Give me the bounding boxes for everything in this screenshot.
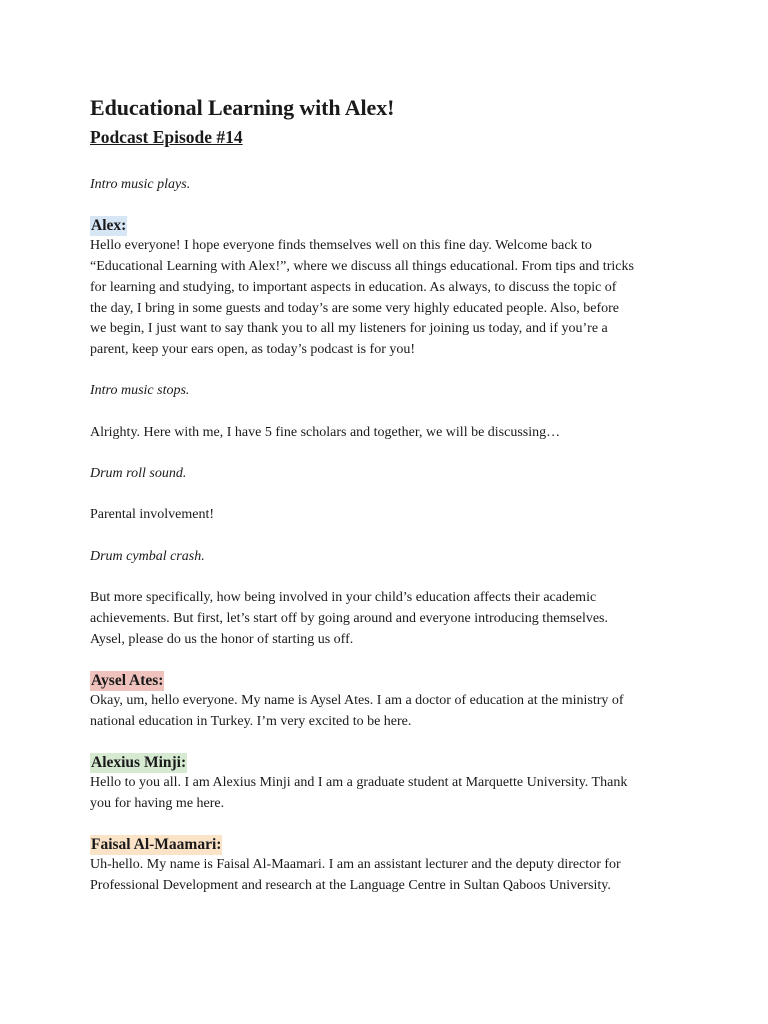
speaker-label: Alexius Minji: [91, 754, 187, 772]
paragraph-line: Professional Development and research at the Language Centre in Sultan Qaboos University. [90, 877, 611, 893]
document-title: Educational Learning with Alex! [90, 95, 395, 120]
stage-cue: Drum cymbal crash. [90, 548, 205, 564]
document-page [90, 94, 690, 897]
paragraph-line: “Educational Learning with Alex!”, where we discuss all things educational. From tips and tricks [90, 259, 634, 275]
document-subtitle: Podcast Episode #14 [90, 127, 243, 147]
paragraph-line: But more specifically, how being involved in your child’s education affects their academic [90, 590, 597, 606]
paragraph-line: for learning and studying, to important aspects in education. As always, to discuss the topic of [90, 279, 617, 295]
speaker-label: Faisal Al-Maamari: [91, 836, 222, 854]
paragraph-line: the day, I bring in some guests and today’s are some very highly educated people. Also, before [90, 300, 620, 316]
stage-cue: Intro music plays. [90, 177, 191, 192]
paragraph-line: Hello everyone! I hope everyone finds themselves well on this fine day. Welcome back to [90, 238, 592, 254]
paragraph-line: Aysel, please do us the honor of starting us off. [90, 631, 354, 647]
stage-cue: Drum roll sound. [90, 466, 187, 482]
paragraph-line: Alrighty. Here with me, I have 5 fine scholars and together, we will be discussing… [90, 424, 561, 440]
paragraph-line: we begin, I just want to say thank you to all my listeners for joining us today, and if you’re a [90, 321, 608, 337]
paragraph-line: you for having me here. [90, 795, 225, 811]
paragraph-line: achievements. But first, let’s start off by going around and everyone introducing themselves. [90, 610, 609, 626]
paragraph-line: national education in Turkey. I’m very excited to be here. [90, 713, 412, 729]
speaker-label: Alex: [91, 217, 127, 235]
paragraph-line: Okay, um, hello everyone. My name is Aysel Ates. I am a doctor of education at the ministry of [90, 693, 624, 709]
speaker-label: Aysel Ates: [91, 672, 164, 690]
paragraph-line: Uh-hello. My name is Faisal Al-Maamari. I am an assistant lecturer and the deputy director for [90, 857, 621, 873]
transcript-body [90, 175, 690, 897]
paragraph-line: Parental involvement! [90, 507, 215, 523]
stage-cue: Intro music stops. [90, 383, 190, 399]
paragraph-line: Hello to you all. I am Alexius Minji and I am a graduate student at Marquette University. Thank [90, 775, 628, 791]
paragraph-line: parent, keep your ears open, as today’s podcast is for you! [90, 341, 416, 357]
